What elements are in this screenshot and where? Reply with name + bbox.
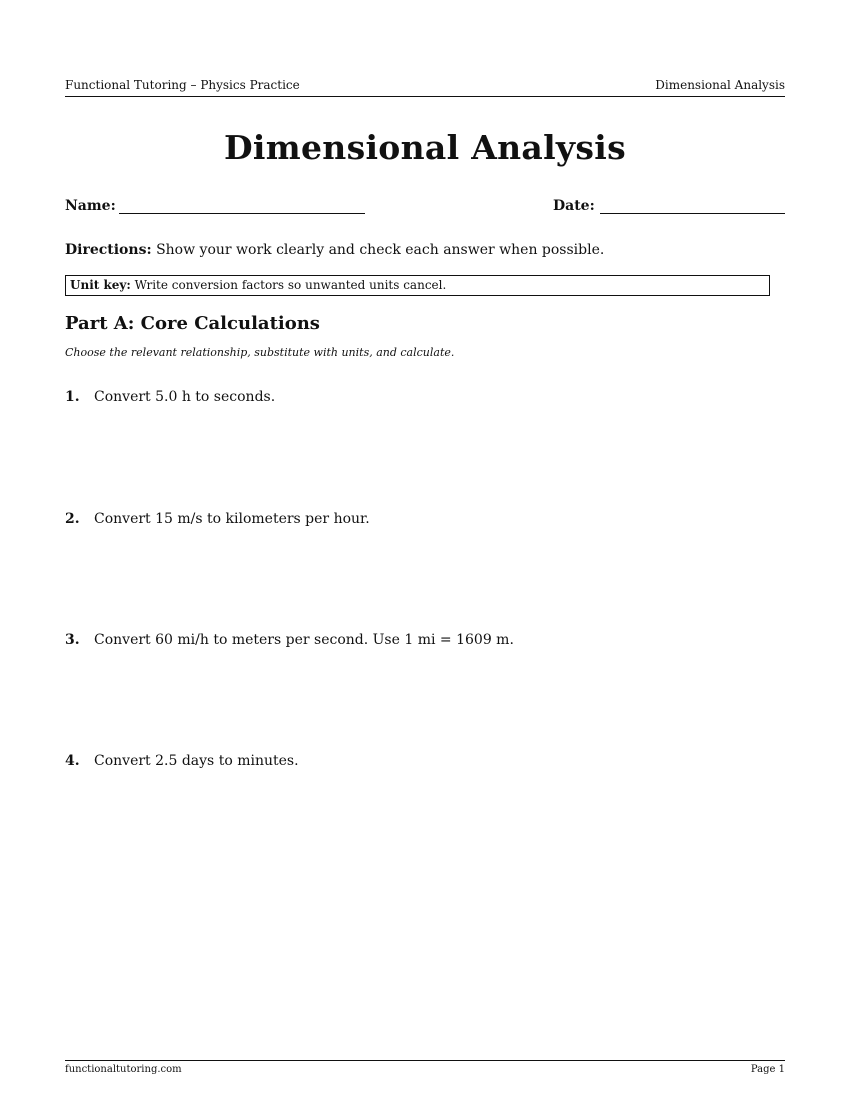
page-footer bbox=[65, 1060, 785, 1076]
unit-key-box bbox=[65, 275, 770, 296]
section-title: Part A: Core Calculations bbox=[65, 313, 320, 334]
problem-number: 4. bbox=[65, 753, 80, 769]
directions bbox=[65, 241, 785, 259]
date-label: Date: bbox=[553, 198, 595, 214]
problem-text: Convert 60 mi/h to meters per second. Use 1 mi = 1609 m. bbox=[94, 632, 514, 648]
problem-number: 3. bbox=[65, 632, 80, 648]
problem-text: Convert 2.5 days to minutes. bbox=[94, 753, 299, 769]
unit-key-text: Write conversion factors so unwanted units cancel. bbox=[134, 278, 447, 292]
name-field[interactable] bbox=[119, 213, 365, 214]
directions-text: Show your work clearly and check each answer when possible. bbox=[156, 242, 605, 258]
date-field[interactable] bbox=[600, 213, 785, 214]
name-label: Name: bbox=[65, 198, 116, 214]
problem-text: Convert 15 m/s to kilometers per hour. bbox=[94, 511, 370, 527]
directions-label: Directions: bbox=[65, 242, 152, 258]
name-date-row bbox=[65, 198, 785, 218]
unit-key-label: Unit key: bbox=[70, 278, 131, 292]
problem-text: Convert 5.0 h to seconds. bbox=[94, 389, 276, 405]
problem-number: 2. bbox=[65, 511, 80, 527]
page-title: Dimensional Analysis bbox=[224, 128, 626, 167]
footer-site: functionaltutoring.com bbox=[65, 1064, 182, 1075]
problem-number: 1. bbox=[65, 389, 80, 405]
section-instructions: Choose the relevant relationship, substitute with units, and calculate. bbox=[65, 346, 455, 359]
header-topic: Dimensional Analysis bbox=[655, 78, 785, 92]
page-number: Page 1 bbox=[750, 1064, 785, 1075]
header-course: Functional Tutoring – Physics Practice bbox=[65, 78, 300, 92]
running-header bbox=[65, 78, 785, 97]
